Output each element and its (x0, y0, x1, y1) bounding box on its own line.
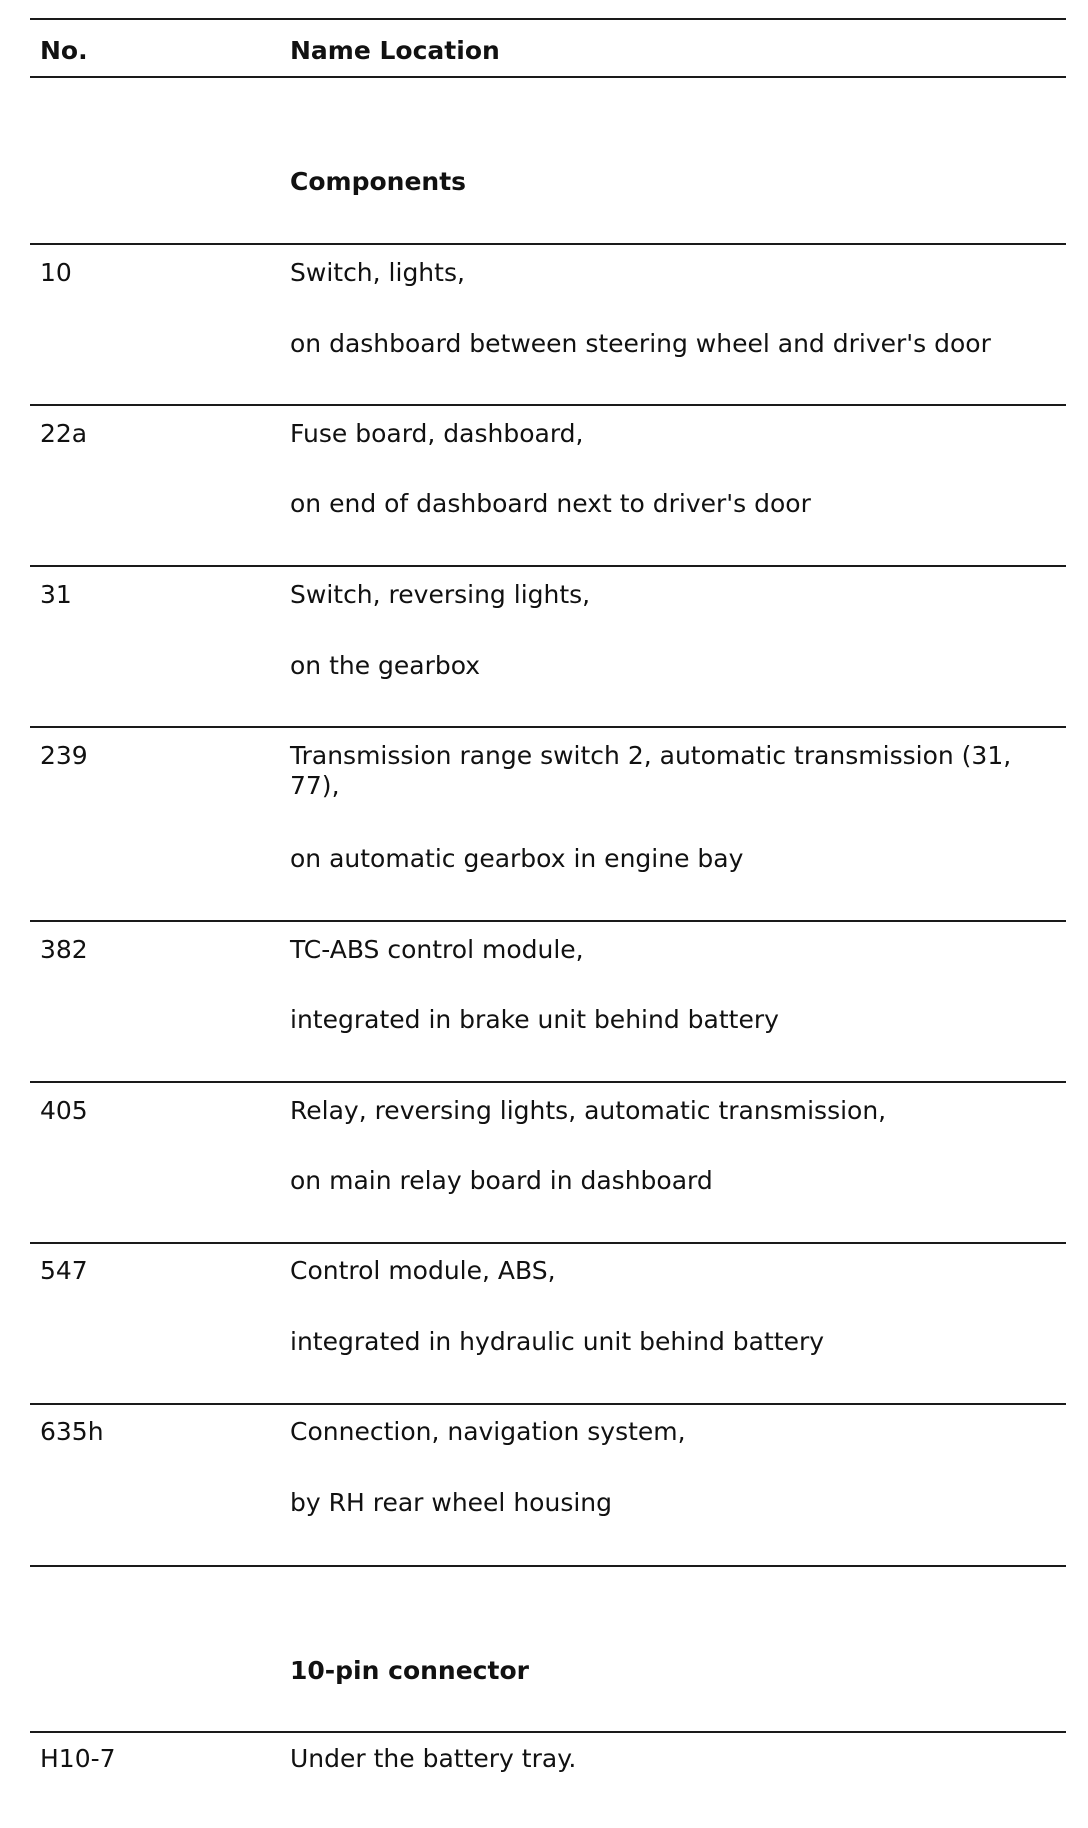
row-number: 31 (40, 580, 72, 609)
row-number: 405 (40, 1096, 88, 1125)
row-divider (30, 565, 1066, 567)
section-divider (30, 1565, 1066, 1567)
row-number: 382 (40, 935, 88, 964)
row-divider (30, 726, 1066, 728)
row-divider (30, 920, 1066, 922)
row-name: Switch, reversing lights, (290, 580, 591, 609)
row-divider (30, 1731, 1066, 1733)
row-name: Connection, navigation system, (290, 1417, 686, 1446)
row-number: 547 (40, 1256, 88, 1285)
row-number: H10-7 (40, 1744, 116, 1773)
row-divider (30, 243, 1066, 245)
row-name: TC-ABS control module, (290, 935, 584, 964)
section-title-10-pin-connector: 10-pin connector (290, 1656, 529, 1685)
row-name: Relay, reversing lights, automatic transmission, (290, 1096, 887, 1125)
row-number: 10 (40, 258, 72, 287)
row-location: on main relay board in dashboard (290, 1166, 713, 1195)
header-name-location: Name Location (290, 36, 500, 65)
row-location: integrated in hydraulic unit behind battery (290, 1327, 825, 1356)
row-name: Under the battery tray. (290, 1744, 577, 1773)
row-name: Fuse board, dashboard, (290, 419, 584, 448)
row-location: integrated in brake unit behind battery (290, 1005, 779, 1034)
row-name: Switch, lights, (290, 258, 465, 287)
table-top-rule (30, 18, 1066, 20)
row-location: on the gearbox (290, 651, 481, 680)
row-location: on dashboard between steering wheel and driver's door (290, 329, 991, 358)
row-divider (30, 404, 1066, 406)
row-divider (30, 1081, 1066, 1083)
row-location: on automatic gearbox in engine bay (290, 844, 744, 873)
row-name: Transmission range switch 2, automatic transmission (31, 77), (290, 741, 1012, 800)
row-number: 635h (40, 1417, 104, 1446)
header-bottom-rule (30, 76, 1066, 78)
section-title-components: Components (290, 167, 467, 196)
row-divider (30, 1403, 1066, 1405)
row-location: on end of dashboard next to driver's door (290, 489, 811, 518)
header-no: No. (40, 36, 88, 65)
row-divider (30, 1242, 1066, 1244)
row-location: by RH rear wheel housing (290, 1488, 612, 1517)
row-name: Control module, ABS, (290, 1256, 556, 1285)
row-number: 22a (40, 419, 88, 448)
row-number: 239 (40, 741, 88, 770)
